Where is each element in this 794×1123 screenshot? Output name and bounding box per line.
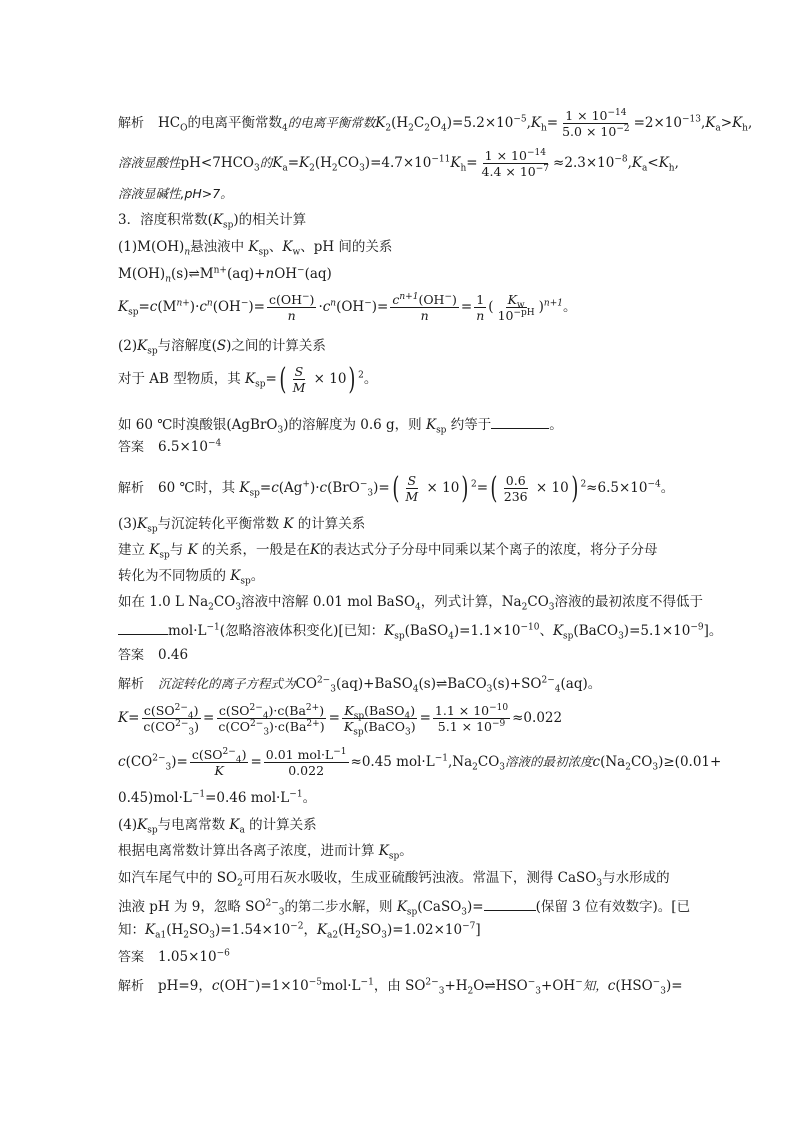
question-3-line-3: 知：$K_{a1}(H_2SO_3)=1.54\times 10^{-2}$，$K_{a2}(H_2SO_3)=1.02\times 10^{-7}$] [118,921,481,941]
fraction: $\frac{S}{M}$ [405,473,419,504]
analysis-line-2: 溶液显酸性$pH<7HCO_3$的$K_a=K_2(H_2CO_3)=4.7\times 10^{-11}K_h=$ $\frac{1 \times 10^{-14}}{4.4 \times 10^{-7}}$ $\approx 2.3\times 10^{-8},K_a<K_h$, [118,147,679,179]
question-3-line-1: 如汽车尾气中的 $SO_2$可用石灰水吸收，生成亚硫酸钙浊液。常温下，测得 CaSO$_3$与水形成的 [118,870,670,889]
k-expression: K= $\frac{c(SO^{2-}_4)}{c(CO^{2-}_3)}$ = $\frac{c(SO^{2-}_4)\cdot c(Ba^{2+})}{c(CO^{2-}_3)\cdot c(Ba^{2+})}$ = $\frac{K_{sp}(BaSO_4)}{K_{sp}(BaCO_3)}$ = $\frac{1.1 \times 10^{-10}}{5.1 \times 10^{-9}}$ ≈0.022 [118,702,563,738]
kai-text: 的电离平衡常数 [287,115,376,130]
question-1: 如 60 ℃时溴酸银(AgBrO$_3$)的溶解度为 0.6 g，则 $K_{sp}$ 约等于 。 [118,417,563,436]
concentration-calc: $c(CO^{2-}_3)=$ $\frac{c(SO^{2-}_4)}{K}$ = $\frac{0.01 mol\cdot L^{-1}}{0.022}$ ≈0.45 $mol\cdot L^{-1},Na_2CO_3$溶液的最初浓度$c(Na_2CO_3)\ge(0.01+$ [118,746,722,778]
question-2-line-2: $mol\cdot L^{-1}$(忽略溶液体积变化)[已知：$K_{sp}(BaSO_4)=1.1\times 10^{-10}$、$K_{sp}(BaCO_3)=5.1\times 10^{-9}$]。 [118,622,722,639]
fraction: $\frac{c(SO^{2-}_4)}{c(CO^{2-}_3)}$ [143,702,200,738]
section-3-heading: 3．溶度积常数$(K_{sp})$的相关计算 [118,212,307,231]
fraction: $\frac{K_w}{10^{-pH}}$ [497,292,535,323]
paragraph-line: 建立 $K_{sp}$与 K 的关系，一般是在K的表达式分子分母中同乘以某个离子的浓度，将分子分母 [118,542,658,561]
fraction: $\frac{0.6}{236}$ [503,473,528,504]
answer-blank[interactable] [118,622,168,635]
analysis-label: 解析 [118,116,145,131]
subsection-2-heading: $(2)K_{sp}$与溶解度(S)之间的计算关系 [118,338,326,357]
subsection-1-heading: $(1)M(OH)_n$悬浊液中 $K_{sp}$、$K_w$、pH 间的关系 [118,239,393,258]
fraction: $\frac{c^{n+1}(OH^-)}{n}$ [392,291,457,323]
answer-3: 答案 $1.05\times 10^{-6}$ [118,948,230,965]
dissolution-equation: $M(OH)_n(s)\rightleftharpoons M^{n+}(aq)+nOH^-(aq)$ [118,265,332,285]
analysis-2: 解析 60 ℃时，其 $K_{sp}=c(Ag^+)\cdot c(BrO^-_3)=$( $\frac{S}{M}$ × 10) $^2$=( $\frac{0.6}{236}$ × 10) $^2\approx 6.5\times 10^{-4}$。 [118,470,675,506]
equilibrium-arrow-icon: ⇌ [435,676,448,692]
fraction: $\frac{c(SO^{2-}_4)}{K}$ [191,746,247,778]
fraction: $\frac{1 \times 10^{-14}}{4.4 \times 10^{-7}}$ [481,147,550,179]
fraction: $\frac{0.01 mol\cdot L^{-1}}{0.022}$ [265,746,347,778]
fraction: $\frac{1}{n}$ [476,292,485,323]
fraction: $\frac{K_{sp}(BaSO_4)}{K_{sp}(BaCO_3)}$ [343,703,416,738]
ab-type-formula: 对于 AB 型物质，其 $K_{sp}=$( $\frac{S}{M}$ × 10) $^2$。 [118,361,378,397]
analysis-3-line-1: 解析 沉淀转化的离子方程式为$CO^{2-}_3(aq)+BaSO_4(s)\rightleftharpoons BaCO_3(s)+SO^{2-}_4(aq)$。 [118,675,602,695]
analysis-line-1: 解析 $HC_O$的电离平衡常数$_4$的电离平衡常数$K_2(H_2C_2O_4)=5.2\times 10^{-5},K_h=$ $\frac{1 \times 10^{-14}}{5.0 \times 10^{-2}}$ $=2\times 10^{-13},K_a>K_h$, [118,107,753,139]
equilibrium-arrow-icon: ⇌ [484,978,496,994]
answer-1: 答案 $6.5\times 10^{-4}$ [118,438,222,455]
fraction: $\frac{1.1 \times 10^{-10}}{5.1 \times 10^{-9}}$ [434,702,509,734]
paragraph-line: 转化为不同物质的 $K_{sp}$。 [118,568,265,587]
answer-blank[interactable] [484,898,536,911]
concentration-result: $0.45)mol\cdot L^{-1}=0.46$ $mol\cdot L^{-1}$。 [118,789,317,806]
analysis-line-3: 溶液显碱性,pH>7。 [118,186,233,201]
question-2-line-1: 如在 1.0 L $Na_2CO_3$溶液中溶解 0.01 mol BaSO$_4$，列式计算，$Na_2CO_3$溶液的最初浓度不得低于 [118,594,703,613]
analysis-4: 解析 pH=9，$c(OH^-)=1\times 10^{-5}mol\cdot L^{-1}$，由 $SO^{2-}_3+H_2O\rightleftharpoons HSO^-_3+OH^-$知，$c(HSO^-_3)=$ [118,977,683,997]
answer-blank[interactable] [491,416,549,429]
equilibrium-arrow-icon: ⇌ [188,266,200,282]
fraction: $\frac{1 \times 10^{-14}}{5.0 \times 10^{-2}}$ [562,107,630,139]
fraction: $\frac{S}{M}$ [292,364,306,395]
subsection-3-heading: $(3)K_{sp}$与沉淀转化平衡常数 K 的计算关系 [118,516,366,535]
fraction: $\frac{c(OH^-)}{n}$ [268,291,315,323]
fraction: $\frac{c(SO^{2-}_4)\cdot c(Ba^{2+})}{c(CO^{2-}_3)\cdot c(Ba^{2+})}$ [218,702,325,738]
subsection-4-heading: $(4)K_{sp}$与电离常数 $K_a$ 的计算关系 [118,817,317,836]
paragraph-line: 根据电离常数计算出各离子浓度，进而计算 $K_{sp}$。 [118,843,413,862]
question-3-line-2: 浊液 pH 为 9，忽略 $SO^{2-}_3$的第二步水解，则 $K_{sp}(CaSO_3)=$ (保留 3 位有效数字)。[已 [118,898,691,918]
ksp-formula: $K_{sp}=c(M^{n+})\cdot c^n(OH^-)=$ $\frac{c(OH^-)}{n}$ $\cdot c^n(OH^-)=$ $\frac{c^{n+1}(OH^-)}{n}$ = $\frac{1}{n}$ ( $\frac{K_w}{10^{-pH}}$ )$^{n+1}$。 [118,291,577,323]
answer-2: 答案 0.46 [118,647,189,663]
